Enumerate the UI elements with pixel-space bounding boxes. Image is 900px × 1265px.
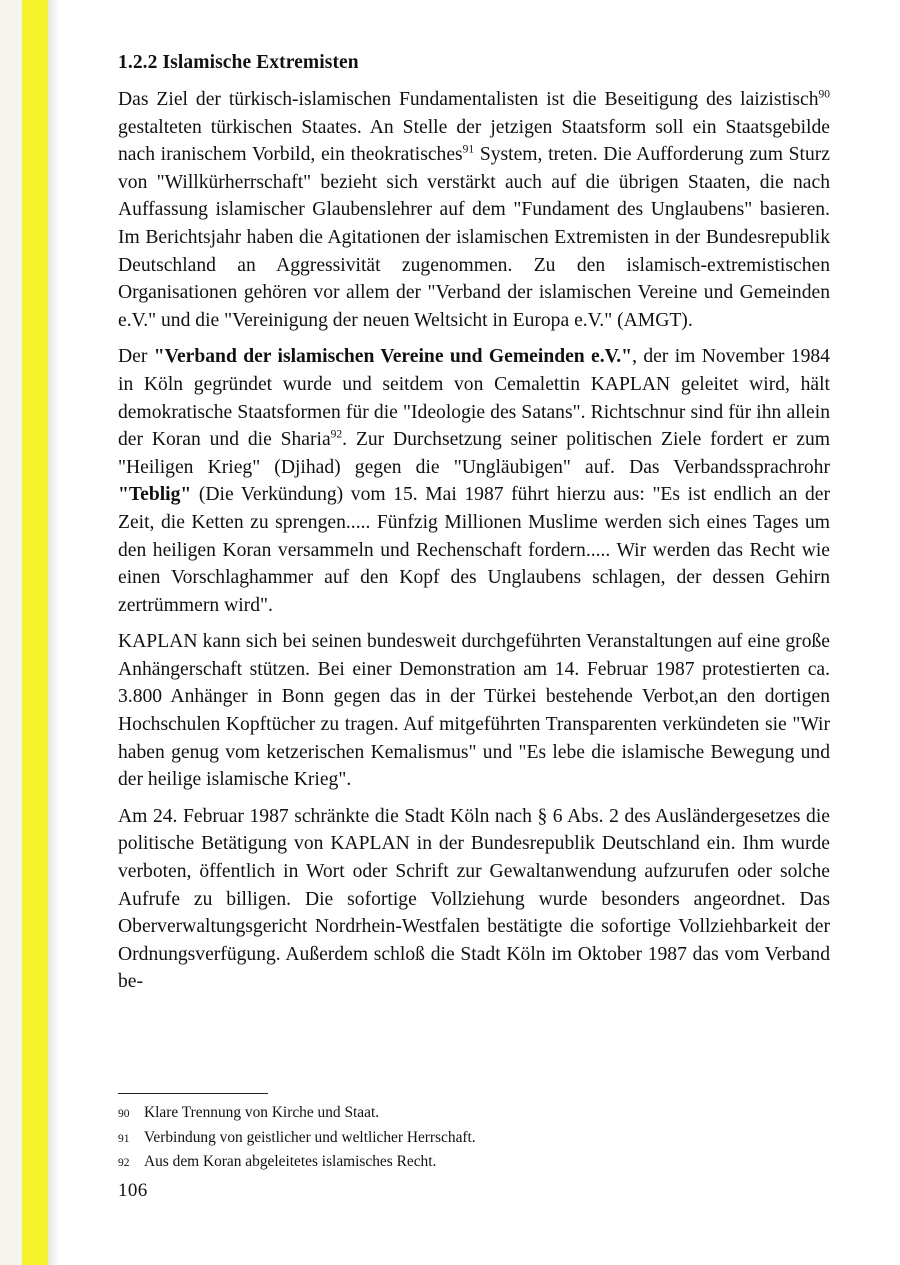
footnote-text: Verbindung von geistlicher und weltlicher Herrschaft. [144,1128,476,1146]
bold-text: "Verband der islamischen Vereine und Gemeinden e.V." [153,346,633,368]
footnote-text: Aus dem Koran abgeleitetes islamisches Recht. [144,1153,437,1170]
text-run: . Zur Durchsetzung seiner politischen Ziele fordert er zum "Heiligen Krieg" (Djihad) gegen die "Ungläubigen" auf. Das Verbandssprachrohr [118,429,830,478]
footnote-reference: 91 [462,143,475,156]
para-2 [118,343,830,619]
text-run: KAPLAN kann sich bei seinen bundesweit durchgeführten Veranstaltungen auf eine große Anhängerschaft stützen. Bei einer Demonstration am 14. Februar 1987 protestierten ca. 3.800 Anhänger in Bonn gegen das in der Türkei bestehende Verbot,an den dortigen Hochschulen Kopftücher zu tragen. Auf mitgeführten Transparenten verkündeten sie "Wir haben genug vom ketzerischen Kemalismus" und "Es lebe die islamische Bewegung und der heilige islamische Krieg". [118,631,830,791]
para-1 [118,86,830,334]
text-run: , der im November 1984 in Köln gegründet wurde und seitdem von Cemalettin KAPLAN geleitet wird, hält demokratische Staatsformen für die "Ideologie des Satans". Richtschnur sind für ihn allein der Koran und die Sharia [118,346,830,451]
footnote-block [118,1093,830,1176]
para-4 [118,803,830,996]
footnote-number: 91 [118,1132,130,1145]
footnote-separator-rule [118,1093,268,1094]
text-run: Am 24. Februar 1987 schränkte die Stadt Köln nach § 6 Abs. 2 des Ausländergesetzes die politische Betätigung von KAPLAN in der Bundesrepublik Deutschland ein. Ihm wurde verboten, öffentlich in Wort oder Schrift zur Gewaltanwendung aufzurufen oder solche Aufrufe zu billigen. Die sofortige Vollziehung wurde besonders angeordnet. Das Oberverwaltungsgericht Nordrhein-Westfalen bestätigte die sofortige Vollziehbarkeit der Ordnungsverfügung. Außerdem schloß die Stadt Köln im Oktober 1987 das vom Verband be- [118,805,830,993]
section-heading: 1.2.2 Islamische Extremisten [118,52,359,73]
footnote-item [118,1127,830,1151]
text-run: (Die Verkündung) vom 15. Mai 1987 führt hierzu aus: "Es ist endlich an der Zeit, die Ketten zu sprengen..... Fünfzig Millionen Muslime werden sich eines Tages um den heiligen Koran versammeln und Rechenschaft fordern..... Wir werden das Recht wie einen Vorschlaghammer auf den Kopf des Unglaubens schlagen, der dessen Gehirn zertrümmern wird". [118,484,830,616]
footnote-item [118,1102,830,1126]
text-run: Das Ziel der türkisch-islamischen Fundamentalisten ist die Beseitigung des laizistisch [118,89,819,110]
body-text [118,86,830,996]
footnote-reference: 92 [330,428,343,441]
footnote-number: 90 [118,1108,130,1120]
text-run: Der [118,346,154,368]
page-content [118,52,830,996]
page-number: 106 [118,1180,148,1201]
text-run: System, treten. Die Aufforderung zum Sturz von "Willkürherrschaft" bezieht sich verstärkt auch auf die übrigen Staaten, die nach Auffassung islamischer Glaubenslehrer auf dem "Fundament des Unglaubens" basieren. Im Berichtsjahr haben die Agitationen der islamischen Extremisten in der Bundesrepublik Deutschland an Aggressivität zugenommen. Zu den islamisch-extremistischen Organisationen gehören vor allem der "Verband der islamischen Vereine und Gemeinden e.V." und die "Vereinigung der neuen Weltsicht in Europa e.V." (AMGT). [118,144,831,331]
footnote-number: 92 [118,1157,130,1169]
yellow-edge-band [22,0,48,1265]
footnote-text: Klare Trennung von Kirche und Staat. [144,1104,380,1121]
text-run: gestalteten türkischen Staates. An Stelle der jetzigen Staatsform soll ein Staatsgebilde nach iranischem Vorbild, ein theokratisches [118,116,830,166]
page-outer-margin [0,0,22,1265]
bold-text: "Teblig" [118,484,192,506]
footnote-list [118,1102,830,1175]
gutter-shadow [48,0,60,1265]
para-3 [118,628,830,794]
footnote-reference: 90 [818,88,830,101]
footnote-item [118,1151,830,1175]
